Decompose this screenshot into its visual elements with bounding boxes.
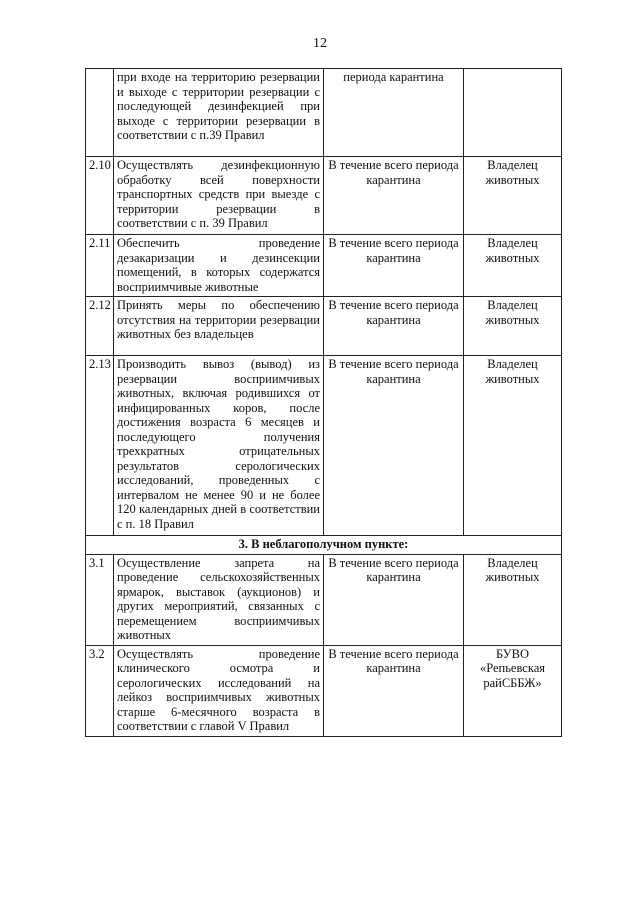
row-number: 2.13 (86, 356, 114, 536)
section-title: 3. В неблагополучном пункте: (86, 536, 562, 555)
page-number: 12 (313, 36, 327, 51)
table-row (86, 554, 562, 645)
table-row (86, 69, 562, 157)
term-cell: В течение всего периода карантина (324, 645, 464, 736)
action-cell: Обеспечить проведение дезакаризации и дезинсекции помещений, в которых содержатся восприимчивые животные (114, 235, 324, 297)
row-number (86, 69, 114, 157)
action-cell: Осуществлять проведение клинического осмотра и серологических исследований на лейкоз восприимчивых животных старше 6-месячного возраста в соответствии с главой V Правил (114, 645, 324, 736)
row-number: 2.11 (86, 235, 114, 297)
term-cell: В течение всего периода карантина (324, 356, 464, 536)
responsible-cell: Владелец животных (464, 554, 562, 645)
term-cell: В течение всего периода карантина (324, 235, 464, 297)
row-number: 3.2 (86, 645, 114, 736)
responsible-cell: Владелец животных (464, 235, 562, 297)
responsible-cell (464, 69, 562, 157)
action-cell: при входе на территорию резервации и выходе с территории резервации с последующей дезинфекцией при выходе с территории резервации в соответствии с п.39 Правил (114, 69, 324, 157)
responsible-cell: Владелец животных (464, 356, 562, 536)
table-row (86, 235, 562, 297)
responsible-cell: Владелец животных (464, 297, 562, 356)
section-header-row (86, 536, 562, 555)
table-row (86, 356, 562, 536)
table-row (86, 645, 562, 736)
action-cell: Осуществлять дезинфекционную обработку всей поверхности транспортных средств при выезде с территории резервации в соответствии с п. 39 Правил (114, 157, 324, 235)
term-cell: В течение всего периода карантина (324, 297, 464, 356)
action-cell: Производить вывоз (вывод) из резервации восприимчивых животных, включая родившихся от инфицированных коров, после достижения возраста 6 месяцев и последующего получения трехкратных отрицательных результатов серологических исследований, проведенных с интервалом не менее 90 и не более 120 календарных дней в соответствии с п. 18 Правил (114, 356, 324, 536)
responsible-cell: БУВО «Репьевская райСББЖ» (464, 645, 562, 736)
row-number: 2.10 (86, 157, 114, 235)
term-cell: В течение всего периода карантина (324, 554, 464, 645)
quarantine-measures-table (85, 68, 562, 737)
term-cell: В течение всего периода карантина (324, 157, 464, 235)
table-row (86, 157, 562, 235)
action-cell: Принять меры по обеспечению отсутствия на территории резервации животных без владельцев (114, 297, 324, 356)
table-row (86, 297, 562, 356)
row-number: 2.12 (86, 297, 114, 356)
row-number: 3.1 (86, 554, 114, 645)
term-cell: периода карантина (324, 69, 464, 157)
responsible-cell: Владелец животных (464, 157, 562, 235)
action-cell: Осуществление запрета на проведение сельскохозяйственных ярмарок, выставок (аукционов) и других мероприятий, связанных с перемещением восприимчивых животных (114, 554, 324, 645)
